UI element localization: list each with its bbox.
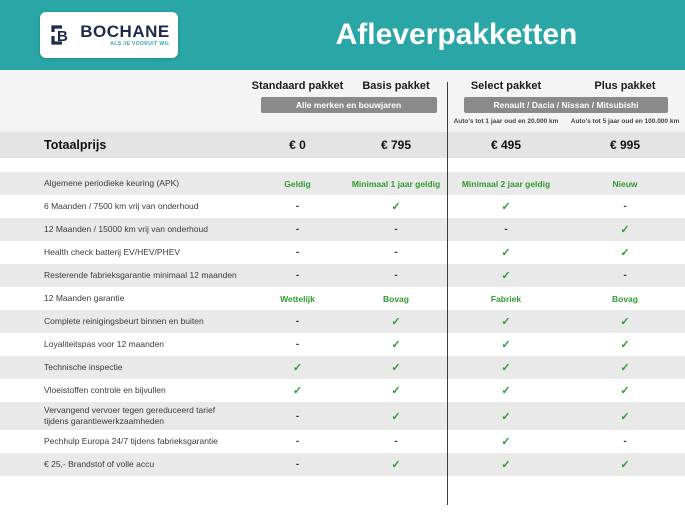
check-icon: ✓ <box>391 339 401 351</box>
page-title: Afleverpakketten <box>335 18 578 51</box>
dash-mark: - <box>394 436 398 448</box>
total-value-standaard: € 0 <box>289 138 306 152</box>
row-label: 12 Maanden garantie <box>44 292 125 303</box>
row-label: Complete reinigingsbeurt binnen en buiten <box>44 315 204 326</box>
dash-mark: - <box>295 224 300 235</box>
row-label: Technische inspectie <box>44 361 123 372</box>
check-icon: ✓ <box>620 224 630 236</box>
column-header-plus: Plus pakket <box>594 80 656 92</box>
check-icon: ✓ <box>501 247 511 259</box>
check-icon: ✓ <box>501 339 511 351</box>
cell-value: Bovag <box>383 293 409 304</box>
column-header-standaard: Standaard pakket <box>251 80 344 92</box>
row-label: Algemene periodieke keuring (APK) <box>44 177 180 188</box>
cell-value: Wettelijk <box>280 293 315 304</box>
check-icon: ✓ <box>620 410 630 423</box>
row-label: 12 Maanden / 15000 km vrij van onderhoud <box>44 223 208 234</box>
bochane-logo <box>40 12 178 58</box>
cell-value: Bovag <box>612 293 638 304</box>
column-header-select: Select pakket <box>470 80 542 92</box>
check-icon: ✓ <box>620 362 630 374</box>
check-icon: ✓ <box>620 385 630 397</box>
table-row <box>0 218 685 241</box>
total-value-select: € 495 <box>490 138 522 152</box>
check-icon: ✓ <box>501 362 511 374</box>
check-icon: ✓ <box>620 339 630 351</box>
column-header-basis: Basis pakket <box>362 80 430 92</box>
dash-mark: - <box>394 270 398 281</box>
row-label: Vervangend vervoer tegen gereduceerd tarief tijdens garantiewerkzaamheden <box>44 405 216 427</box>
check-icon: ✓ <box>292 362 303 374</box>
dash-mark: - <box>295 247 300 258</box>
check-icon: ✓ <box>620 247 630 259</box>
dash-mark: - <box>623 270 627 281</box>
check-icon: ✓ <box>391 385 401 397</box>
table-row <box>0 264 685 287</box>
check-icon: ✓ <box>620 459 630 472</box>
badge-row <box>0 92 685 115</box>
column-headers-row <box>0 70 685 92</box>
total-value-basis: € 795 <box>380 138 412 152</box>
badge-merken-select-plus: Renault / Dacia / Nissan / Mitsubishi <box>464 97 668 113</box>
badge-left-container <box>250 97 447 113</box>
check-icon: ✓ <box>501 270 511 282</box>
subnote-row <box>0 115 685 132</box>
dash-mark: - <box>623 436 627 448</box>
subnote-plus: Auto's tot 5 jaar oud en 100.000 km <box>570 118 680 125</box>
check-icon: ✓ <box>391 316 401 328</box>
dash-mark: - <box>504 224 508 235</box>
table-row <box>0 453 685 476</box>
svg-text:B: B <box>57 28 69 45</box>
table-row <box>0 287 685 310</box>
logo-text <box>80 23 169 47</box>
row-label: Vloeistoffen controle en bijvullen <box>44 384 166 395</box>
total-label: Totaalprijs <box>44 138 107 152</box>
column-group-divider <box>447 82 448 505</box>
check-icon: ✓ <box>501 410 511 423</box>
check-icon: ✓ <box>391 362 401 374</box>
subnote-select: Auto's tot 1 jaar oud en 20.000 km <box>453 118 559 125</box>
row-label: € 25,- Brandstof of volle accu <box>44 459 155 470</box>
brand-name: BOCHANE <box>80 22 170 41</box>
table-row <box>0 241 685 264</box>
badge-alle-merken: Alle merken en bouwjaren <box>261 97 437 113</box>
dash-mark: - <box>295 436 300 448</box>
check-icon: ✓ <box>391 459 401 472</box>
column-header-spacer <box>0 80 250 92</box>
badge-right-container <box>447 97 685 113</box>
cell-value: Geldig <box>284 178 311 189</box>
dash-mark: - <box>295 459 300 471</box>
row-label: 6 Maanden / 7500 km vrij van onderhoud <box>44 200 199 211</box>
dash-mark: - <box>295 270 300 281</box>
cell-value: Fabriek <box>490 293 522 304</box>
table-row <box>0 195 685 218</box>
row-label: Resterende fabrieksgarantie minimaal 12 maanden <box>44 269 237 280</box>
row-label: Health check batterij EV/HEV/PHEV <box>44 246 181 257</box>
table-row <box>0 310 685 333</box>
table-row <box>0 172 685 195</box>
dash-mark: - <box>295 316 300 327</box>
check-icon: ✓ <box>501 316 511 328</box>
total-row <box>0 132 685 158</box>
bochane-logo-icon <box>48 22 74 48</box>
check-icon: ✓ <box>391 201 401 213</box>
table-row <box>0 379 685 402</box>
total-value-plus: € 995 <box>609 138 641 152</box>
check-icon: ✓ <box>501 436 511 449</box>
badge-row-spacer <box>0 97 250 113</box>
dash-mark: - <box>623 201 627 212</box>
table-row <box>0 356 685 379</box>
row-label: Loyaliteitspas voor 12 maanden <box>44 338 165 349</box>
check-icon: ✓ <box>501 385 511 397</box>
cell-value: Nieuw <box>612 178 638 189</box>
cell-value: Minimaal 2 jaar geldig <box>461 178 551 189</box>
check-icon: ✓ <box>620 316 630 328</box>
section-gap <box>0 158 685 172</box>
feature-rows <box>0 172 685 476</box>
dash-mark: - <box>295 410 300 422</box>
table-row <box>0 402 685 430</box>
dash-mark: - <box>295 201 300 212</box>
header-bar <box>0 0 685 70</box>
check-icon: ✓ <box>391 410 401 423</box>
row-label: Pechhulp Europa 24/7 tijdens fabrieksgarantie <box>44 436 218 447</box>
subnote-spacer <box>0 118 250 125</box>
check-icon: ✓ <box>501 459 511 472</box>
brand-slogan: ALS JE VOORUIT WIL <box>110 41 170 47</box>
check-icon: ✓ <box>501 201 511 213</box>
subnote-left-empty <box>250 118 447 125</box>
table-row <box>0 333 685 356</box>
dash-mark: - <box>394 247 398 258</box>
cell-value: Minimaal 1 jaar geldig <box>351 178 441 189</box>
check-icon: ✓ <box>292 385 303 397</box>
table-row <box>0 430 685 453</box>
dash-mark: - <box>394 224 398 235</box>
dash-mark: - <box>295 339 300 350</box>
